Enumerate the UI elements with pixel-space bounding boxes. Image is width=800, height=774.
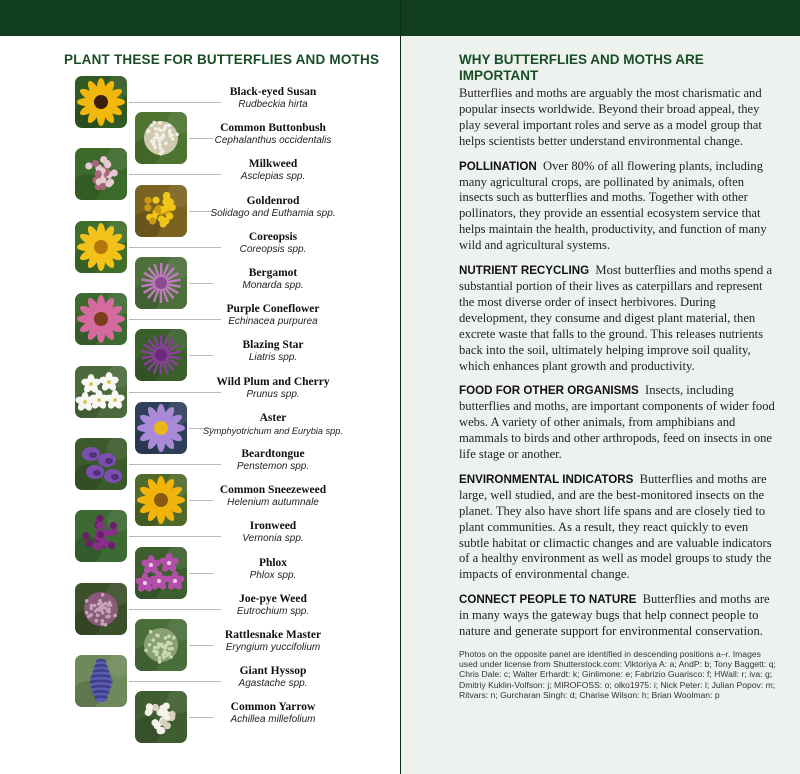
section-lead: FOOD FOR OTHER ORGANISMS bbox=[459, 384, 639, 398]
plant-scientific-name: Agastache spp. bbox=[238, 678, 308, 690]
plant-common-name: Coreopsis bbox=[248, 230, 298, 243]
plant-label bbox=[198, 484, 348, 509]
plant-scientific-name: Liatris spp. bbox=[248, 352, 298, 364]
plant-label bbox=[198, 267, 348, 292]
plant-label bbox=[198, 231, 348, 256]
photo-credits: Photos on the opposite panel are identified in descending positions a–r. Images used under license from Shutterstock.com: Viktoriya A: a; AndP: b; Tony Baggett: q; Chris Dale: c; Walter Erhardt: k; Ginlimone: e; Fabrizio Guarisco: f; HWall: r; iva: g; Dmitriy Kuklin-Volfson: j; MIROFOSS: o; olko1975: i; Nick Peter: l; Julian Popov: m; Ritvars: n; Gurcharan Singh: d; Charise Wilson: h; Brian Woolman: p bbox=[459, 649, 776, 700]
plant-common-name: Phlox bbox=[258, 556, 288, 569]
plant-label bbox=[198, 195, 348, 220]
plant-common-name: Ironweed bbox=[249, 520, 297, 533]
plant-scientific-name: Vernonia spp. bbox=[242, 533, 304, 545]
plant-scientific-name: Prunus spp. bbox=[246, 388, 300, 400]
intro-paragraph: Butterflies and moths are arguably the most charismatic and popular insects worldwide. Beyond their broad appeal, they play several important roles and serve as a model group that helps scientists better understand environmental change. bbox=[459, 86, 762, 148]
right-panel bbox=[401, 36, 800, 774]
plant-label bbox=[198, 520, 348, 545]
section-environmental-indicators bbox=[459, 472, 777, 583]
plant-common-name: Common Yarrow bbox=[230, 701, 316, 714]
plant-label bbox=[198, 158, 348, 183]
plant-scientific-name: Eryngium yuccifolium bbox=[225, 642, 321, 653]
plant-scientific-name: Phlox spp. bbox=[249, 569, 297, 581]
plant-label bbox=[198, 122, 348, 147]
section-text: Butterflies and moths are large, well studied, and are the best-monitored insects on the planet. They also have short life spans and are closely tied to plant communities. As a result, they react quickly to even subtle habitat or climactic changes and are valuable indicators of a healthy environment as well as model groups to study the impacts of environmental change. bbox=[459, 471, 772, 582]
section-lead: NUTRIENT RECYCLING bbox=[459, 264, 590, 278]
plant-common-name: Common Sneezeweed bbox=[219, 484, 327, 497]
plant-scientific-name: Echinacea purpurea bbox=[228, 316, 318, 328]
plant-common-name: Rattlesnake Master bbox=[224, 629, 322, 641]
plant-label bbox=[198, 86, 348, 111]
plant-common-name: Aster bbox=[259, 411, 287, 424]
plant-common-name: Black-eyed Susan bbox=[229, 86, 317, 98]
plant-label bbox=[198, 629, 348, 654]
section-nutrient-recycling bbox=[459, 263, 777, 374]
plant-scientific-name: Asclepias spp. bbox=[240, 171, 306, 183]
section-text: Butterflies and moths are in many ways the gateway bugs that help connect people to nature and generate support for environmental conservation. bbox=[459, 592, 770, 639]
plant-common-name: Goldenrod bbox=[246, 194, 300, 207]
plant-scientific-name: Cephalanthus occidentalis bbox=[214, 135, 332, 147]
plants-heading: PLANT THESE FOR BUTTERFLIES AND MOTHS bbox=[64, 52, 380, 67]
section-lead: POLLINATION bbox=[459, 159, 537, 173]
plant-scientific-name: Penstemon spp. bbox=[236, 461, 310, 472]
plant-common-name: Purple Coneflower bbox=[226, 303, 320, 316]
section-connect-people bbox=[459, 592, 777, 640]
top-band-right bbox=[401, 0, 800, 36]
plant-common-name: Giant Hyssop bbox=[239, 665, 307, 678]
section-food-for-other-organisms bbox=[459, 383, 777, 463]
top-band-left bbox=[0, 0, 400, 36]
plant-label bbox=[198, 303, 348, 328]
plant-scientific-name: Solidago and Euthamia spp. bbox=[210, 207, 336, 219]
section-lead: ENVIRONMENTAL INDICATORS bbox=[459, 472, 634, 486]
section-pollination bbox=[459, 159, 777, 254]
importance-title: WHY BUTTERFLIES AND MOTHS ARE IMPORTANT bbox=[459, 52, 704, 83]
plant-label bbox=[198, 412, 348, 437]
plant-common-name: Joe-pye Weed bbox=[239, 592, 307, 605]
plant-scientific-name: Symphyotrichum and Eurybia spp. bbox=[203, 425, 343, 436]
yarrow-photo bbox=[135, 691, 187, 743]
plant-label bbox=[198, 448, 348, 473]
plant-common-name: Bergamot bbox=[248, 267, 298, 279]
plant-common-name: Milkweed bbox=[248, 158, 298, 171]
left-panel bbox=[0, 36, 400, 774]
plant-label bbox=[198, 665, 348, 690]
plant-label bbox=[198, 593, 348, 618]
section-text: Insects, including butterflies and moths, are important components of wider food webs. A variety of other animals, from amphibians and mammals to birds and other arthropods, feed on insects in one life stage or another. bbox=[459, 383, 775, 462]
plant-entry bbox=[0, 691, 400, 743]
plant-common-name: Beardtongue bbox=[241, 448, 305, 460]
plant-label bbox=[198, 557, 348, 582]
plant-label bbox=[198, 701, 348, 726]
section-lead: CONNECT PEOPLE TO NATURE bbox=[459, 593, 637, 607]
plant-common-name: Blazing Star bbox=[242, 339, 304, 352]
plant-scientific-name: Achillea millefolium bbox=[230, 714, 316, 726]
plant-scientific-name: Coreopsis spp. bbox=[239, 243, 307, 255]
plant-label bbox=[198, 376, 348, 401]
plant-scientific-name: Eutrochium spp. bbox=[236, 605, 310, 617]
section-text: Most butterflies and moths spend a substantial portion of their lives as caterpillars and represent the most diverse order of insect herbivores. During development, they consume and digest plant material, then excrete waste that falls to the ground. This releases nutrients back into the soil, ultimately helping improve soil quality, which enhances plant growth and productivity. bbox=[459, 263, 773, 373]
plant-scientific-name: Monarda spp. bbox=[242, 280, 304, 291]
plant-common-name: Wild Plum and Cherry bbox=[216, 375, 330, 388]
plant-scientific-name: Rudbeckia hirta bbox=[238, 99, 308, 110]
section-text: Over 80% of all flowering plants, including many agricultural crops, are pollinated by animals, often insects such as butterflies and moths. Together with other pollinators, they provide an essential ecosystem service that helps maintain the health, productivity, and function of many wild and agricultural systems. bbox=[459, 158, 767, 253]
plant-label bbox=[198, 339, 348, 364]
plant-scientific-name: Helenium autumnale bbox=[227, 497, 319, 509]
importance-body bbox=[459, 86, 777, 700]
plant-common-name: Common Buttonbush bbox=[220, 122, 326, 135]
